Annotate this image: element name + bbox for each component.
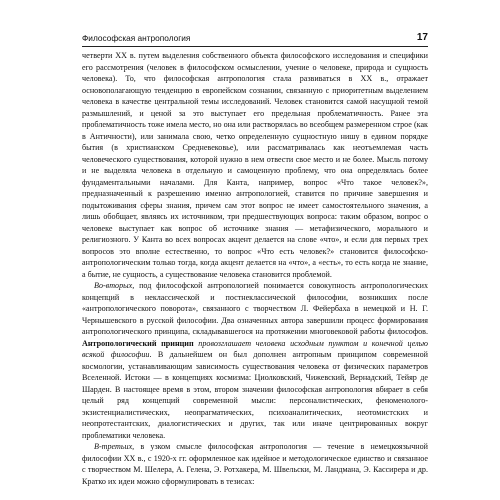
paragraph-3-text: в узком смысле философская антропология — течение в немецкоязычной философии XX в., с 1920-х гг. оформленное как идейное и методологическое единство и связанное с творчеством М. Шелера, А. Гелена, Э. Ротхакера, М. Швельски, М. Ландмана, Э. Кассирера и др. Кратко их идеи можно сформулировать в тезисах: — [82, 442, 428, 486]
running-header — [82, 32, 428, 47]
paragraph-2 — [82, 280, 428, 441]
paragraph-1 — [82, 50, 428, 280]
paragraph-2-text-a: под философской антропологией понимается совокупность антропологических концепций в неклассической и постнеклассической философии, возникших после «антропологического поворота», связанного с творчеством Л. Фейербаха в немецкой и Н. Г. Чернышевского в русской философии. Два означенных автора завершили процесс формирования антропологического принципа, складывавшегося на протяжении многовековой работы философов. — [82, 281, 428, 336]
paragraph-3-lead: В-третьих, — [94, 442, 135, 451]
running-title: Философская антропология — [82, 33, 191, 43]
page-number: 17 — [416, 32, 428, 43]
paragraph-2-italic-phrase: провозглашает человека исходным пунктом и конечной целью всякой философии — [82, 338, 429, 359]
paragraph-3 — [82, 441, 428, 487]
paragraph-2-text-c: . В дальнейшем он был дополнен антропным принципом современной космологии, устанавливающим зависимость существования человека от физических параметров Вселенной. Истоки — в концепциях космизма: Циолковский, Чижевский, Вернадский, Тейяр де Шарден. В настоящее время в этом, втором значении философская антропология вбирает в себя целый ряд концепций современной мысли: персоналистических, феноменолого-экзистенциалистических, неопрагматических, психоаналитических, неотомистских и неопротестантских, диалогистических и других, так или иначе центрированных вокруг проблематики человека. — [82, 350, 428, 440]
paragraph-1-text: четверти XX в. путем выделения собственного объекта философского исследования и специфики его рассмотрения (человек в философском осмыслении, учение о человеке, природа и сущность человека). То, что философская антропология стала развиваться в XX в., отражает основополагающую тенденцию в европейском сознании, связанную с приоритетным выделением человека в качестве центральной темы исследований. Человек становится самой насущной темой размышлений, и ценой за это выступает его предельная проблематичность. Ранее эта проблематичность тоже имела место, но она или растворялась во всеобщем размеренном строе (как в Античности), или занимала свою, четко определенную сущностную нишу в едином порядке бытия (в христианском Средневековье), или рассматривалась как неотъемлемая часть человеческого существования, которой нужно в нем отвести свое место и не более. Мысль потому и не выделяла человека в отдельную и самоценную проблему, что она определялась более фундаментальными началами. Для Канта, например, вопрос «Что такое человек?», предназначенный к разрешению именно антропологией, ставится по причине завершения и подытоживания сферы знания, причем сам этот вопрос не имеет самостоятельного значения, а лишь обобщает, являясь их источником, три предшествующих вопроса: таким образом, вопрос о человеке выступает как вопрос об источнике знания — метафизического, морального и религиозного. У Канта во всех вопросах акцент делается на слове «что», и если для первых трех вопросов это вполне естественно, то вопрос «Что есть человек?» становится философско-антропологическим только тогда, когда акцент делается на «что», а «есть», то есть когда не знание, а бытие, не сущность, а существование человека становится проблемой. — [82, 51, 428, 279]
paragraph-2-bold-term: Антропологический принцип — [82, 338, 194, 348]
page-body — [82, 50, 428, 487]
paragraph-2-lead: Во-вторых, — [94, 281, 135, 290]
